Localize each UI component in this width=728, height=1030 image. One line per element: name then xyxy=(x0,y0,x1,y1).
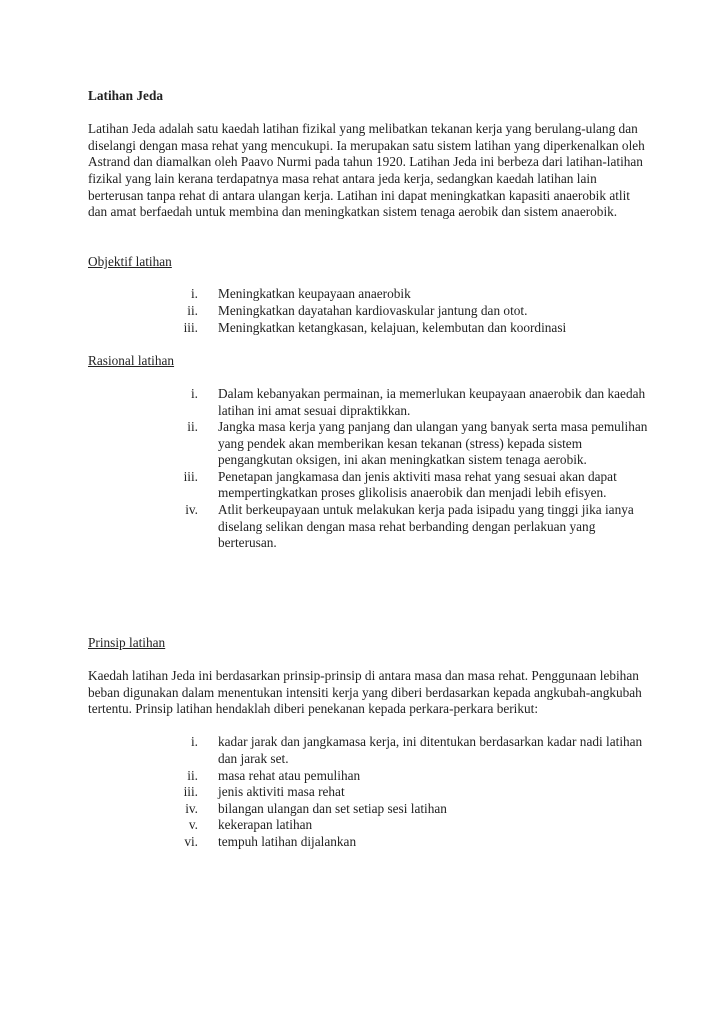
list-item xyxy=(88,502,648,552)
prinsip-paragraph: Kaedah latihan Jeda ini berdasarkan prinsip-prinsip di antara masa dan masa rehat. Penggunaan lebihan beban digunakan dalam menentukan intensiti kerja yang diberi berdasarkan kepada angkubah-angkubah tertentu. Prinsip latihan hendaklah diberi penekanan kepada perkara-perkara berikut: xyxy=(88,668,642,717)
list-number: iii. xyxy=(183,319,198,335)
list-number: v. xyxy=(188,817,198,833)
list-text: masa rehat atau pemulihan xyxy=(218,767,361,783)
list-number: iv. xyxy=(185,502,198,518)
list-number: iv. xyxy=(185,800,198,816)
list-item xyxy=(88,286,648,303)
list-text: Jangka masa kerja yang panjang dan ulangan yang banyak serta masa pemulihan yang pendek akan memberikan kesan tekanan (stress) kepada sistem pengangkutan oksigen, ini akan meningkatkan sistem tenaga aerobik. xyxy=(218,419,648,468)
list-item xyxy=(88,469,648,502)
list-number: ii. xyxy=(187,302,198,318)
list-text: bilangan ulangan dan set setiap sesi latihan xyxy=(218,800,447,816)
list-number: i. xyxy=(190,385,198,401)
rasional-list xyxy=(88,386,648,552)
prinsip-list xyxy=(88,734,648,850)
list-number: ii. xyxy=(187,419,198,435)
list-text: jenis aktiviti masa rehat xyxy=(218,784,345,800)
list-number: iii. xyxy=(183,468,198,484)
list-item xyxy=(88,320,648,337)
list-item xyxy=(88,784,648,801)
list-item xyxy=(88,768,648,785)
list-number: iii. xyxy=(183,784,198,800)
list-text: Penetapan jangkamasa dan jenis aktiviti masa rehat yang sesuai akan dapat mempertingkatkan proses glikolisis anaerobik dan menjadi lebih efisyen. xyxy=(218,468,617,501)
prinsip-heading: Prinsip latihan xyxy=(88,634,166,650)
list-item xyxy=(88,801,648,818)
objektif-heading: Objektif latihan xyxy=(88,253,172,269)
document-title: Latihan Jeda xyxy=(88,88,163,103)
list-item xyxy=(88,419,648,469)
list-text: kekerapan latihan xyxy=(218,817,313,833)
document-page xyxy=(88,88,648,851)
objektif-list xyxy=(88,286,648,336)
rasional-heading: Rasional latihan xyxy=(88,352,175,368)
list-text: Meningkatkan dayatahan kardiovaskular jantung dan otot. xyxy=(218,302,528,318)
list-number: vi. xyxy=(184,833,198,849)
list-item xyxy=(88,817,648,834)
list-text: kadar jarak dan jangkamasa kerja, ini ditentukan berdasarkan kadar nadi latihan dan jarak set. xyxy=(218,734,643,766)
list-item xyxy=(88,834,648,851)
list-number: i. xyxy=(190,286,198,302)
list-item xyxy=(88,386,648,419)
intro-paragraph: Latihan Jeda adalah satu kaedah latihan fizikal yang melibatkan tekanan kerja yang berulang-ulang dan diselangi dengan masa rehat yang mencukupi. Ia merupakan satu sistem latihan yang diperkenalkan oleh Astrand dan diamalkan oleh Paavo Nurmi pada tahun 1920. Latihan Jeda ini berbeza dari latihan-latihan fizikal yang lain kerana terdapatnya masa rehat antara jeda kerja, sedangkan kaedah latihan lain berterusan tanpa rehat di antara ulangan kerja. Latihan ini dapat meningkatkan kapasiti anaerobik atlit dan amat berfaedah untuk membina dan meningkatkan sistem tenaga aerobik dan sistem anaerobik. xyxy=(88,121,645,220)
list-text: Meningkatkan ketangkasan, kelajuan, kelembutan dan koordinasi xyxy=(218,319,567,335)
list-text: Atlit berkeupayaan untuk melakukan kerja pada isipadu yang tinggi jika ianya diselang selikan dengan masa rehat berbanding dengan perlakuan yang berterusan. xyxy=(218,502,634,551)
list-number: ii. xyxy=(187,767,198,783)
list-text: tempuh latihan dijalankan xyxy=(218,833,357,849)
list-item xyxy=(88,303,648,320)
list-item xyxy=(88,734,648,767)
list-text: Dalam kebanyakan permainan, ia memerlukan keupayaan anaerobik dan kaedah latihan ini amat sesuai dipraktikkan. xyxy=(218,385,646,418)
list-text: Meningkatkan keupayaan anaerobik xyxy=(218,286,411,302)
list-number: i. xyxy=(190,734,198,750)
